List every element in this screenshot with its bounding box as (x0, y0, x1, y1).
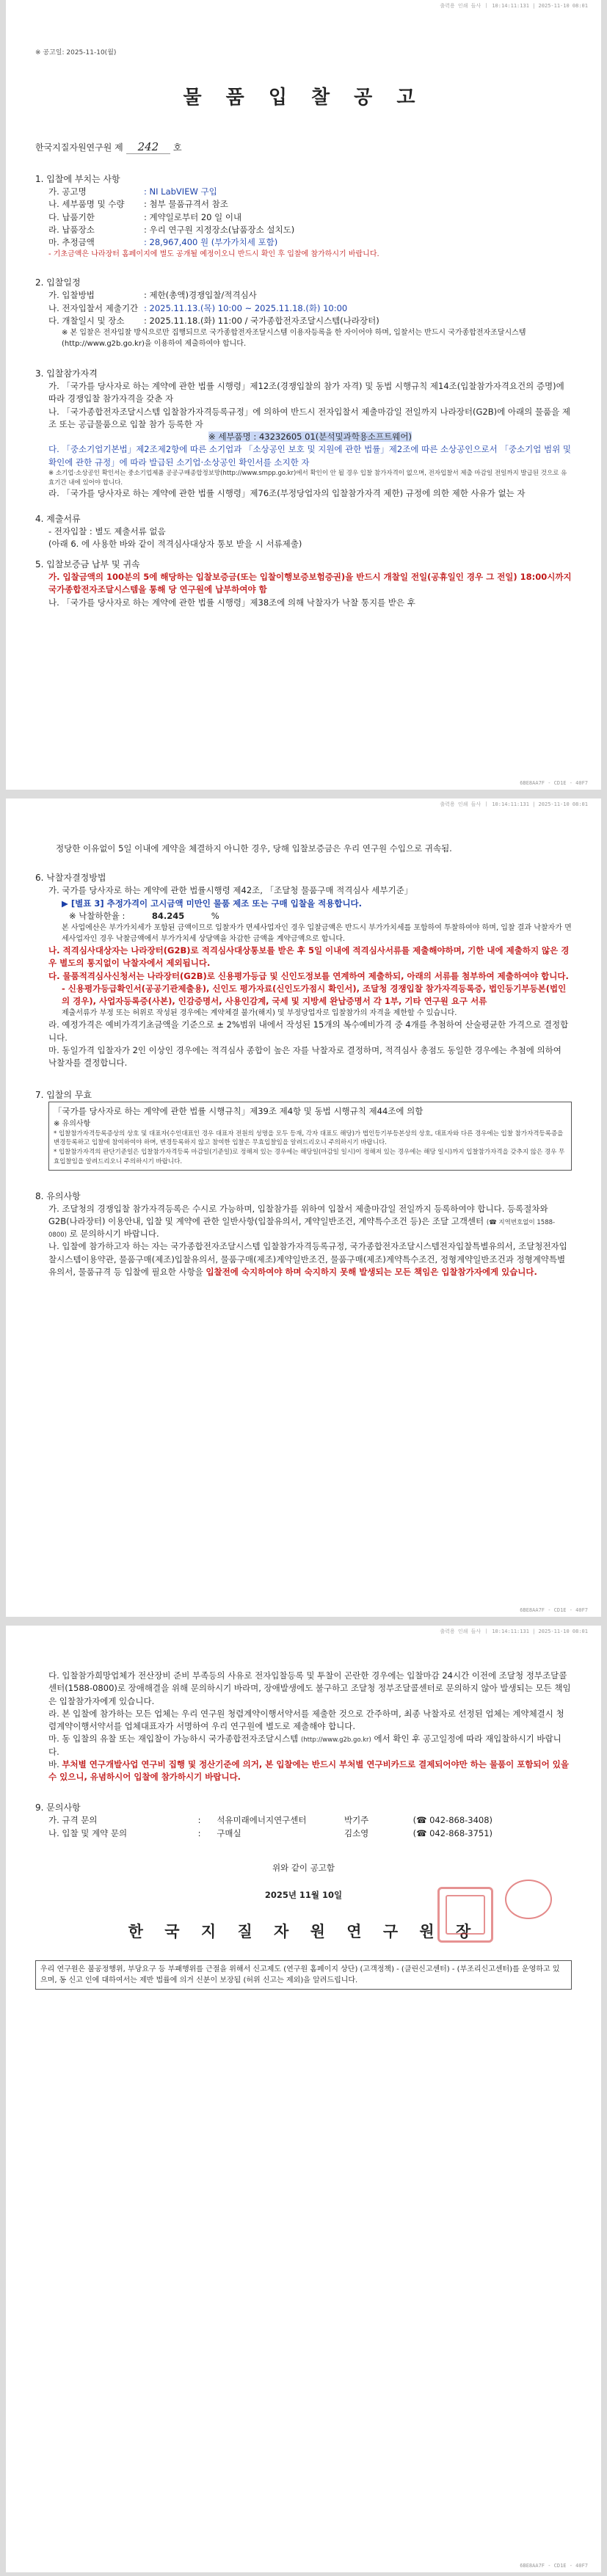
watermark-top: 출력용 인쇄 들사 ㅣ 10:14:11:131 | 2025-11-10 08:01 (440, 3, 588, 9)
page-title: 물 품 입 찰 공 고 (183, 86, 424, 109)
estimated-price: : 28,967,400 원 (부가가치세 포함) (144, 237, 278, 247)
base-price-warning: - 기초금액은 나라장터 홈페이지에 별도 공개될 예정이오니 반드시 확인 후 입찰에 참가하시기 바랍니다. (48, 250, 379, 259)
section-1-heading: 1. 입찰에 부치는 사항 (35, 174, 120, 184)
document-page-1: 출력용 인쇄 들사 ㅣ 10:14:11:131 | 2025-11-10 08:01 ※ 공고일: 2025-11-10(월) 물 품 입 찰 공 고 한국지질자원연구원 제 242 호 1. 입찰에 부치는 사항 가. 공고명 : NI LabVIEW 구입 나. 세부품명 및 수량 : 첨부 물품규격서 참조 다. 납품기한 : 계약일로부터 20 일 이내 라. 납품장소 : 우리 연구원 지정장소(납품장소 설치도) 마. 추정금액 : 28,967,400 원 (부가가치세 포함) - 기초금액은 나라장터 홈페이지에 별도 공개될 예정이오니 반드시 확인 후 입찰에 참가하시기 바랍니다. 2. 입찰일정 가. 입찰방법 : 제한(총액)경쟁입찰/적격심사 나. 전자입찰서 제출기간 : 2025.11.13.(목) 10:00 ~ 2025.11.18.(화) 10:00 다. 개찰일시 및 장소 : 2025.11.18.(화) 11:00 / 국가종합전자조달시스템(나라장터) ※ 본 입찰은 전자입찰 방식으로만 집행되므로 국가종합전자조달시스템 이용자등록을 한 자이어야 하며, 입찰서는 반드시 국가종합전자조달시스템(http://www.g2b.go.kr)을 이용하여 제출하여야 합니다. 3. 입찰참가자격 가. 「국가를 당사자로 하는 계약에 관한 법률 시행령」제12조(경쟁입찰의 참가 자격) 및 동법 시행규칙 제14조(입찰참가자격요건의 증명)에 따라 경쟁입찰 참가자격을 갖춘 자 나. 「국가종합전자조달시스템 입찰참가자격등록규정」에 의하여 반드시 전자입찰서 제출마감일 전일까지 나라장터(G2B)에 아래의 물품을 제조 또는 공급물품으로 입찰 참가 등록한 자 ※ 세부품명 : 43232605 01(분석및과학용소프트웨어) 다. 「중소기업기본법」제2조제2항에 따른 소기업과 「소상공인 보호 및 지원에 관한 법률」제2조에 따른 소상공인으로서 「중소기업 범위 및 확인에 관한 규정」에 따라 발급된 소기업·소상공인 확인서를 소지한 자 ※ 소기업·소상공인 확인서는 중소기업제품 공공구매종합정보망(http://www.smpp.go.kr)에서 확인이 안 될 경우 입찰 참가자격이 없으며, 전자입찰서 제출 마감일 전일까지 발급된 것으로 유효기간 내에 있어야 합니다. 라. 「국가를 당사자로 하는 계약에 관한 법률 시행령」제76조(부정당업자의 입찰참가자격 제한) 규정에 의한 제한 사유가 없는 자 4. 제출서류 - 전자입찰 : 별도 제출서류 없음 (아래 6. 에 사용한 바와 같이 적격심사대상자 통보 받을 시 서류제출) 5. 입찰보증금 납부 및 귀속 가. 입찰금액의 100분의 5에 해당하는 입찰보증금(또는 입찰이행보증보험증권)을 반드시 개찰일 전일(공휴일인 경우 그 전일) 18:00시까지 국가종합전자조달시스템을 통해 당 연구원에 납부하여야 함 나. 「국가를 당사자로 하는 계약에 관한 법률 시행령」제38조에 의해 낙찰자가 낙찰 통지를 받은 후 6BE8AA7F - CD1E - 40F7 (6, 0, 601, 790)
signature-mark (505, 1880, 552, 1919)
product-code: ※ 세부품명 : 43232605 01(분석및과학용소프트웨어) (208, 432, 412, 442)
research-card-notice: 부처별 연구개발사업 연구비 집행 및 정산기준에 의거, 본 입찰에는 반드시 부처별 연구비카드로 결제되어야만 하는 물품이 포함되어 있을 수 있으니, 유념하시어 입찰에 참가하시기 바랍니다. (48, 1758, 569, 1782)
public-date: ※ 공고일: 2025-11-10(월) (35, 49, 117, 57)
section-6-heading: 6. 낙찰자결정방법 (35, 873, 106, 884)
section-7-heading: 7. 입찰의 무효 (35, 1090, 92, 1101)
contact-row: 나. 입찰 및 계약 문의 : 구매실 김소영 (☎ 042-868-3751) (48, 1827, 493, 1838)
notice-name: : NI LabVIEW 구입 (144, 186, 217, 197)
document-number: 한국지질자원연구원 제 242 호 (35, 139, 182, 153)
electronic-bid-note: ※ 본 입찰은 전자입찰 방식으로만 집행되므로 국가종합전자조달시스템 이용자등록을 한 자이어야 하며, 입찰서는 반드시 국가종합전자조달시스템(http://www.g2b.go.kr)을 이용하여 제출하여야 합니다. (62, 329, 526, 348)
section-8-heading: 8. 유의사항 (35, 1190, 81, 1201)
section-4-heading: 4. 제출서류 (35, 513, 81, 524)
closing-text: 위와 같이 공고함 (272, 1862, 335, 1873)
section-2-heading: 2. 입찰일정 (35, 277, 81, 288)
document-page-3: 출력용 인쇄 들사 ㅣ 10:14:11:131 | 2025-11-10 08:01 다. 입찰참가희망업체가 전산장비 준비 부족등의 사유로 전자입찰등록 및 투찰이 곤란한 경우에는 입찰마감 24시간 이전에 조달청 정부조달콜센터(1588-0800)로 장애해결을 위해 문의하시기 바라며, 장애발생에도 불구하고 조달청 정부조달콜센터로 문의하지 않아 발생되는 모든 책임은 입찰참가자에게 있습니다. 라. 본 입찰에 참가하는 모든 업체는 우리 연구원 청렴계약이행서약서를 제출한 것으로 간주하며, 최종 낙찰자로 선정된 업체는 계약체결시 청렴계약이행서약서를 업체대표자가 서명하여 우리 연구원에 별도로 제출해야 합니다. 마. 동 입찰의 유찰 또는 재입찰이 가능하시 국가종합전자조달시스템 (http://www.g2b.go.kr) 에서 확인 후 공고일정에 따라 재입찰하시기 바랍니다. 바. 부처별 연구개발사업 연구비 집행 및 정산기준에 의거, 본 입찰에는 반드시 부처별 연구비카드로 결제되어야만 하는 물품이 포함되어 있을 수 있으니, 유념하시어 입찰에 참가하시기 바랍니다. 9. 문의사항 가. 규격 문의 : 석유미래에너지연구센터 박기주 (☎ 042-868-3408) 나. 입찰 및 계약 문의 : 구매실 김소영 (☎ 042-868-3751) 위와 같이 공고함 2025년 11월 10일 한 국 지 질 자 원 연 구 원 장 우리 연구원은 불공정행위, 부당요구 등 부패행위를 근절을 위해서 신고제도 (연구원 홈페이지 상단) (고객정책) - (클린신고센터) - (부조리신고센터)를 운영하고 있으며, 동 신고 인에 대하여서는 제반 법률에 의거 신분이 보장됨 (허위 신고는 제외)을 알려드립니다. 6BE8AA7F - CD1E - 40F7 (6, 1626, 601, 2572)
invalid-bid-box: 「국가를 당사자로 하는 계약에 관한 법률 시행규칙」제39조 제4항 및 동법 시행규칙 제44조에 의함 ※ 유의사항 * 입찰참가자격등록증상의 상호 및 대표자(수인대표인 경우 대표자 전원의 성명을 모두 등재, 각자 대표도 해당)가 법인등기부등본상의 상호, 대표자와 다른 경우에는 입찰 참가자격등록증을 변경등록하고 입찰에 참여하여야 하며, 변경등록하지 않고 참여한 입찰은 무효입찰임을 알려드리오니 주의하시기 바랍니다. * 입찰참가자격의 판단기준일은 입찰참가자격등록 마감일(기준일)로 정해져 있는 경우에는 해당일(마감일 일시)이 정해져 있는 경우에는 해당 일시)까지 입찰참가자격을 갖추지 않은 경우 무효입찰임을 알려드리오니 주의하시기 바랍니다. (48, 1102, 572, 1170)
bond-continuation: 정당한 이유없이 5일 이내에 계약을 체결하지 아니한 경우, 당해 입찰보증금은 우리 연구원 수입으로 귀속됨. (56, 843, 452, 854)
bid-bond-notice: 가. 입찰금액의 100분의 5에 해당하는 입찰보증금(또는 입찰이행보증보험증권)을 반드시 개찰일 전일(공휴일인 경우 그 전일) 18:00시까지 국가종합전자조달시스템을 통해 당 연구원에 납부하여야 함 (48, 572, 572, 595)
contact-row: 가. 규격 문의 : 석유미래에너지연구센터 박기주 (☎ 042-868-3408) (48, 1815, 493, 1826)
section-9-heading: 9. 문의사항 (35, 1802, 81, 1813)
opening-datetime: : 2025.11.18.(화) 11:00 / 국가종합전자조달시스템(나라장터) (144, 315, 379, 326)
g2b-url[interactable]: (http://www.g2b.go.kr) (300, 1736, 371, 1744)
bid-submission-period: : 2025.11.13.(목) 10:00 ~ 2025.11.18.(화) 10:00 (144, 302, 348, 313)
section-3-heading: 3. 입찰참가자격 (35, 368, 98, 379)
section-5-heading: 5. 입찰보증금 납부 및 귀속 (35, 559, 140, 570)
watermark-bottom: 6BE8AA7F - CD1E - 40F7 (520, 779, 588, 786)
document-number-handwritten: 242 (126, 140, 171, 154)
notice-date: 2025년 11월 10일 (264, 1890, 343, 1900)
official-seal (437, 1887, 493, 1943)
institution-head: 한 국 지 질 자 원 연 구 원 장 (128, 1923, 479, 1941)
document-page-2: 출력용 인쇄 들사 ㅣ 10:14:11:131 | 2025-11-10 08:01 정당한 이유없이 5일 이내에 계약을 체결하지 아니한 경우, 당해 입찰보증금은 우리 연구원 수입으로 귀속됨. 6. 낙찰자결정방법 가. 국가를 당사자로 하는 계약에 관한 법률시행령 제42조, 「조달청 물품구매 적격심사 세부기준」 ▶ [별표 3] 추정가격이 고시금액 미만인 물품 제조 또는 구매 입찰을 적용합니다. ※ 낙찰하한율 : 84.245 % 본 사업에산은 부가가치세가 포함된 금액이므로 입찰자가 면세사업자인 경우 입찰금액은 반드시 부가가치세를 포함하여 투찰하여야 하며, 입찰 결과 낙찰자가 면세사업자인 경우 낙찰금액에서 부가가치세 상당액을 차감한 금액을 계약금액으로 합니다. 나. 적격심사대상자는 나라장터(G2B)로 적격심사대상통보를 받은 후 5일 이내에 적격심사서류를 제출해야하며, 기한 내에 제출하지 않은 경우 별도의 통지없이 낙찰자에서 제외됩니다. 다. 물품적격심사신청서는 나라장터(G2B)로 신용평가등급 및 신인도정보를 연계하여 제출하되, 아래의 서류를 첨부하여 제출하여야 합니다. - 신용평가등급확인서(공공기관제출용), 신인도 평가자료(신인도가점시 확인서), 조달청 경쟁입찰 참가자격등록증, 법인등기부등본(법인의 경우), 사업자등록증(사본), 인감증명서, 사용인감계, 국세 및 지방세 완납증명서 각 1부, 기타 연구원 요구 서류 제출서류가 부정 또는 허위로 작성된 경우에는 계약체결 불가(해지) 및 부정당업자로 입찰참가의 자격을 제한할 수 있습니다. 라. 예정가격은 예비가격기초금액을 기준으로 ± 2%범위 내에서 작성된 15개의 복수예비가격 중 4개를 추첨하여 산술평균한 가격으로 결정합니다. 마. 동일가격 입찰자가 2인 이상인 경우에는 적격심사 종합이 높은 자를 낙찰자로 결정하며, 적격심사 총점도 동일한 경우에는 추첨에 의하여 낙찰자를 결정합니다. 7. 입찰의 무효 「국가를 당사자로 하는 계약에 관한 법률 시행규칙」제39조 제4항 및 동법 시행규칙 제44조에 의함 ※ 유의사항 * 입찰참가자격등록증상의 상호 및 대표자(수인대표인 경우 대표자 전원의 성명을 모두 등재, 각자 대표도 해당)가 법인등기부등본상의 상호, 대표자와 다른 경우에는 입찰 참가자격등록증을 변경등록하고 입찰에 참여하여야 하며, 변경등록하지 않고 참여한 입찰은 무효입찰임을 알려드리오니 주의하시기 바랍니다. * 입찰참가자격의 판단기준일은 입찰참가자격등록 마감일(기준일)로 정해져 있는 경우에는 해당일(마감일 일시)이 정해져 있는 경우에는 해당 일시)까지 입찰참가자격을 갖추지 않은 경우 무효입찰임을 알려드리오니 주의하시기 바랍니다. 8. 유의사항 가. 조달청의 경쟁입찰 참가자격등록은 수시로 가능하며, 입찰참가를 위하여 입찰서 제출마감일 전일까지 등록하여야 합니다. 등록절차와 G2B(나라장터) 이용안내, 입찰 및 계약에 관한 일반사항(입찰유의서, 계약일반조건, 계약특수조건 등)은 조달 고객센터 (☎ 지역번호없이 1588-0800) 로 문의하시기 바랍니다. 나. 입찰에 참가하고자 하는 자는 국가종합전자조달시스템 입찰참가자격등록규정, 국가종합전자조달시스템전자입찰특별유의서, 조달청전자입찰시스템이용약관, 물품구매(제조)입찰유의서, 물품구매(제조)계약일반조건, 물품구매(제조)계약특수조건, 정형계약일반조건과 정형계약특별유의서, 물품규격 등 입찰에 필요한 사항을 입찰전에 숙지하여야 하며 숙지하지 못해 발생되는 모든 책임은 입찰참가자에게 있습니다. 6BE8AA7F - CD1E - 40F7 (6, 798, 601, 1617)
section-1-items: 가. 공고명 : NI LabVIEW 구입 나. 세부품명 및 수량 : 첨부 물품규격서 참조 다. 납품기한 : 계약일로부터 20 일 이내 라. 납품장소 : 우리 연구원 지정장소(납품장소 설치도) 마. 추정금액 : 28,967,400 원 (부가가치세 포함) - 기초금액은 나라장터 홈페이지에 별도 공개될 예정이오니 반드시 확인 후 입찰에 참가하시기 바랍니다. (35, 186, 572, 260)
contact-table (35, 1814, 572, 1840)
lower-bound-rate: ※ 낙찰하한율 : 84.245 % (69, 910, 219, 921)
anti-corruption-footer: 우리 연구원은 불공정행위, 부당요구 등 부패행위를 근절을 위해서 신고제도 (연구원 홈페이지 상단) (고객정책) - (클린신고센터) - (부조리신고센터)를 운영하고 있으며, 동 신고 인에 대하여서는 제반 법률에 의거 신분이 보장됨 (허위 신고는 제외)을 알려드립니다. (35, 1960, 572, 1990)
